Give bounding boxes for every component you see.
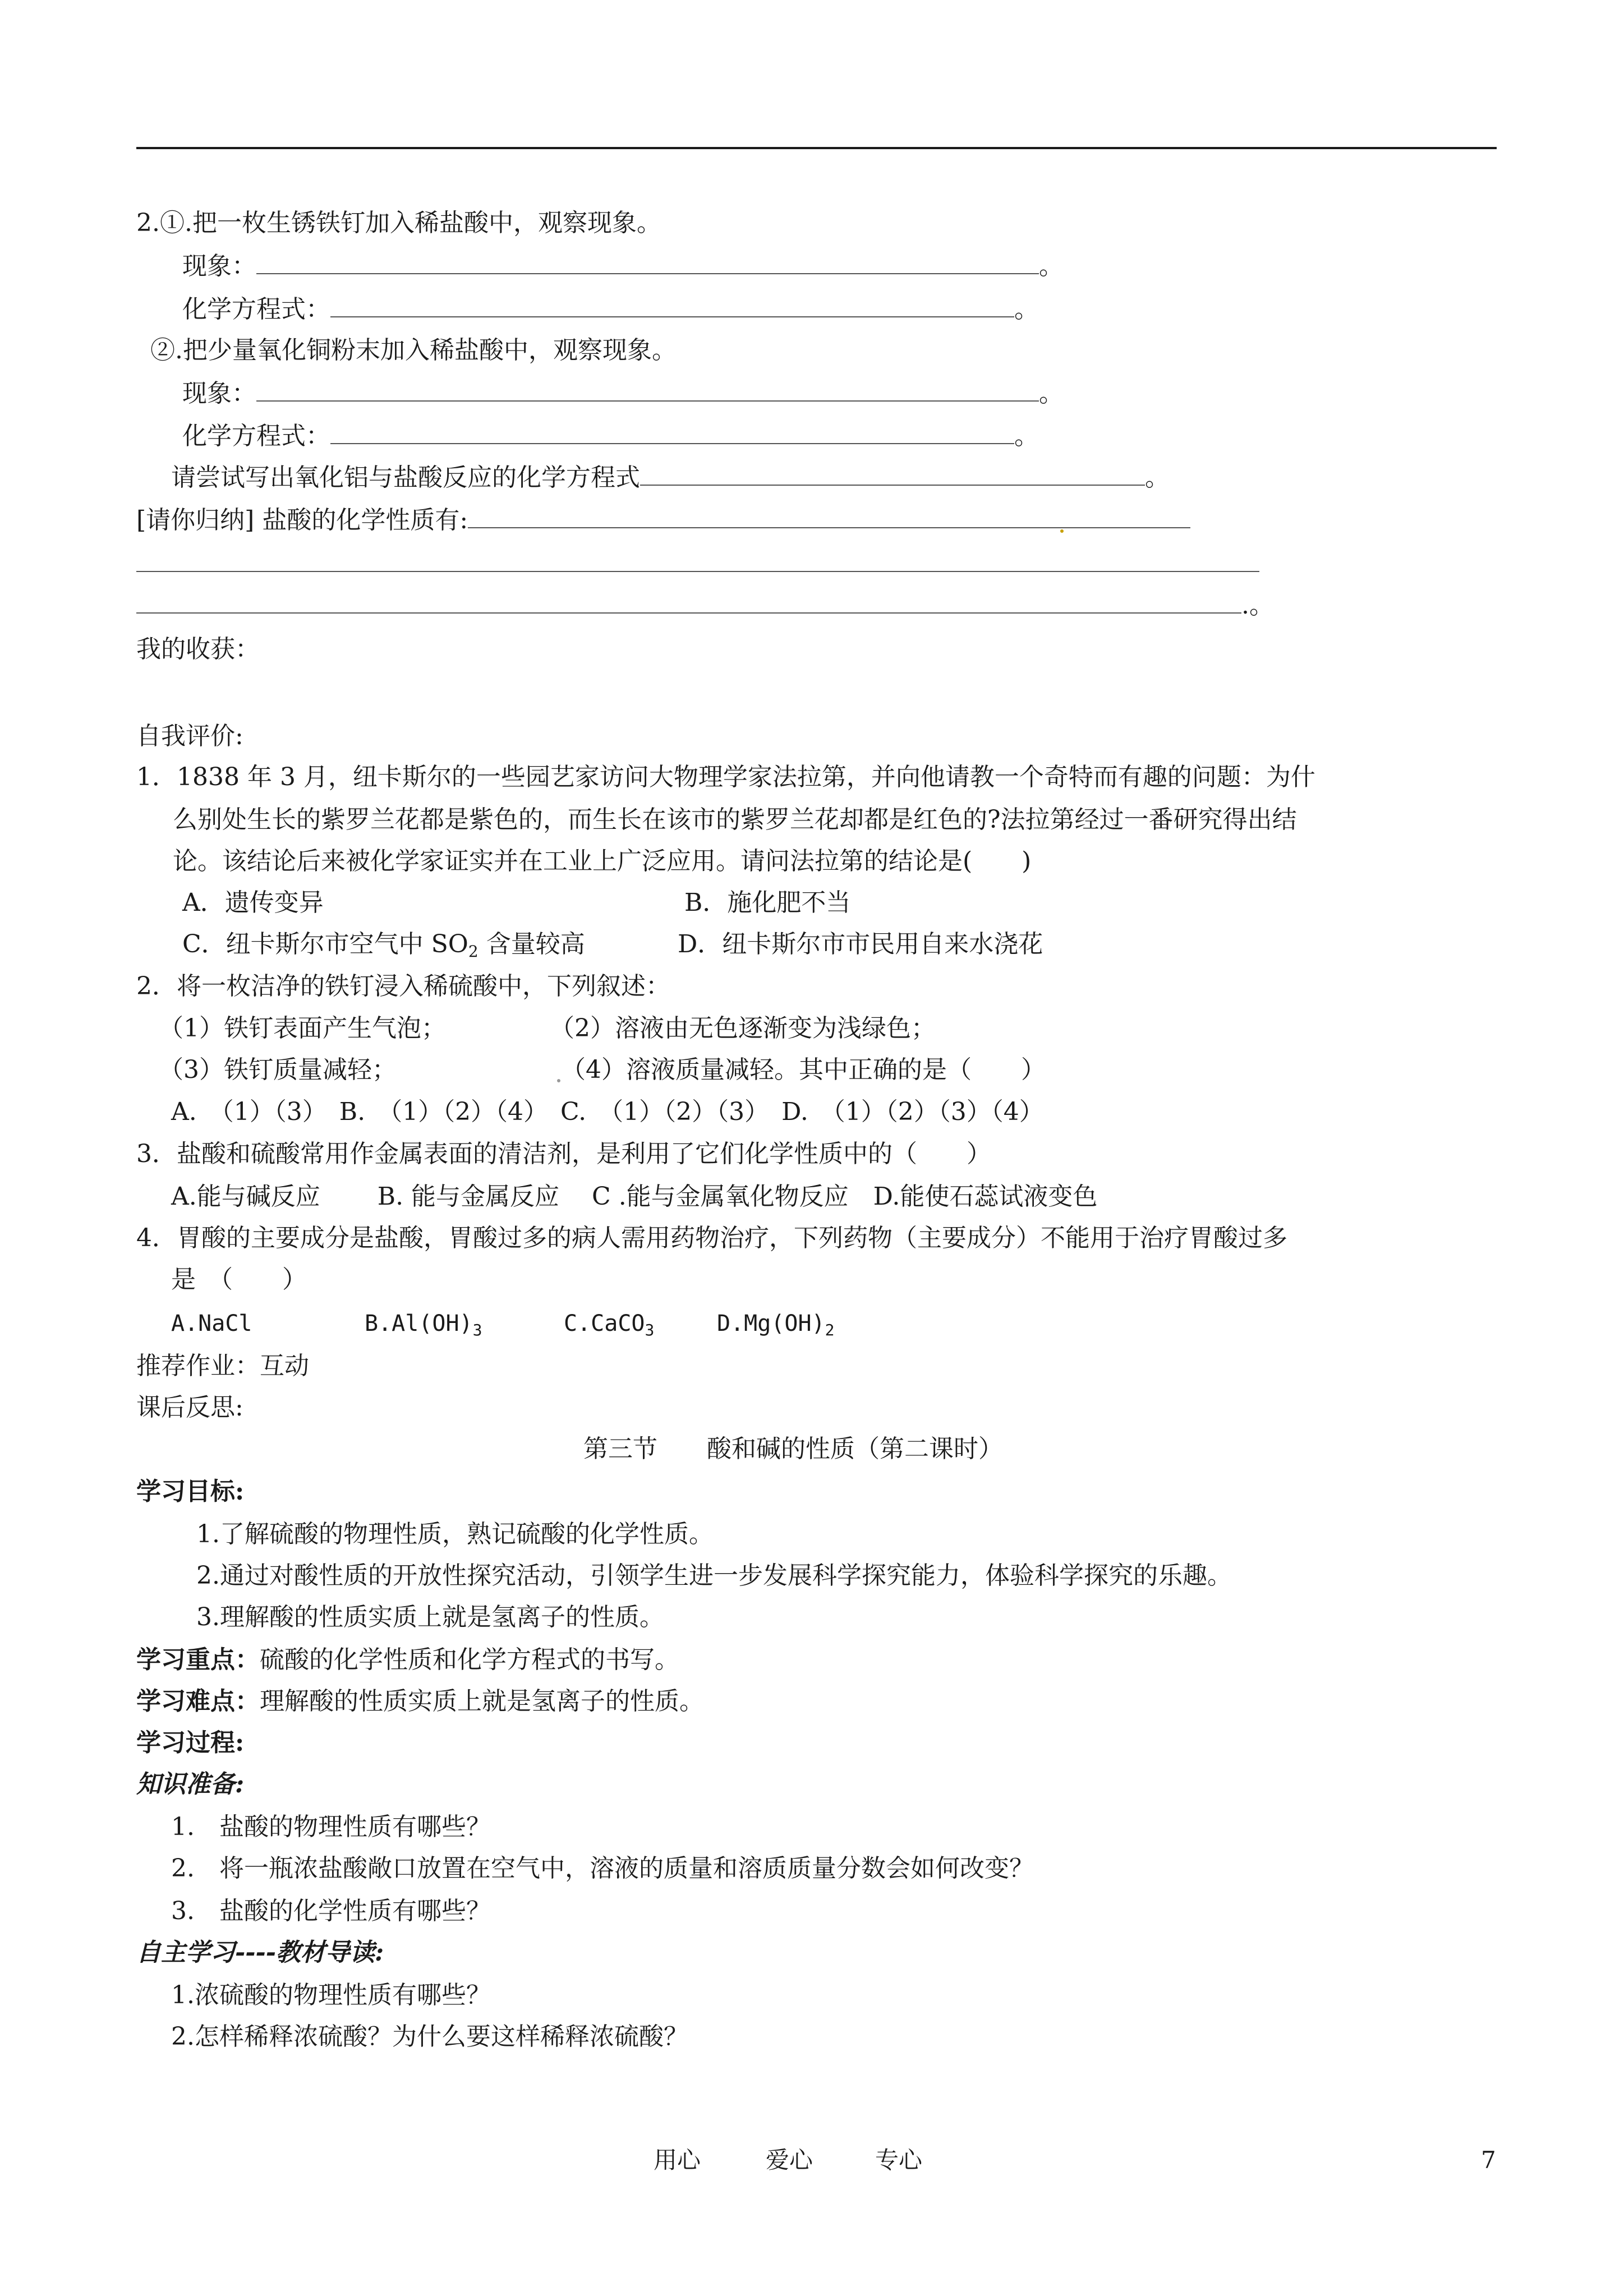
alumina-equation	[171, 462, 1170, 494]
key-point-text: 硫酸的化学性质和化学方程式的书写。	[260, 1645, 679, 1674]
section-title: 第三节 酸和碱的性质（第二课时）	[583, 1435, 1003, 1463]
answer-blank[interactable]	[256, 251, 1039, 274]
q4-option-c	[564, 1308, 654, 1346]
prep-item: 3. 盐酸的化学性质有哪些？	[171, 1897, 491, 1925]
homework: 推荐作业：互动	[136, 1352, 309, 1380]
q1-line-3: 论。该结论后来被化学家证实并在工业上广泛应用。请问法拉第的结论是( )	[173, 847, 1032, 875]
prep-item: 1. 盐酸的物理性质有哪些？	[171, 1813, 491, 1841]
q4-option-d	[717, 1308, 835, 1346]
q2-statement-1: （1）铁钉表面产生气泡；	[159, 1014, 446, 1043]
stray-mark	[1060, 529, 1064, 533]
q4-line-1: 4．胃酸的主要成分是盐酸，胃酸过多的病人需用药物治疗，下列药物（主要成分）不能用于治疗胃酸过多	[136, 1224, 1287, 1252]
footer-motto-3: 专心	[875, 2146, 923, 2174]
reflection: 课后反思:	[136, 1393, 243, 1422]
summary-end	[136, 590, 1274, 621]
page-number: 7	[1481, 2146, 1496, 2174]
q2-statement-2: （2）溶液由无色逐渐变为浅绿色；	[550, 1014, 936, 1043]
q2-statement-3: （3）铁钉质量减轻；	[159, 1055, 397, 1084]
answer-blank[interactable]	[136, 548, 1259, 572]
q1-line-2: 么别处生长的紫罗兰花都是紫色的，而生长在该市的紫罗兰花却都是红色的?法拉第经过一番研究得出结	[173, 805, 1297, 834]
q4-line-2: 是 （ ）	[171, 1265, 307, 1294]
period: 。	[1014, 422, 1039, 450]
answer-blank[interactable]	[136, 590, 1241, 614]
q4-option-b	[365, 1308, 482, 1346]
q1-line-1: 1．1838 年 3 月，纽卡斯尔的一些园艺家访问大物理学家法拉第，并向他请教一个奇特而有趣的问题：为什	[136, 763, 1315, 791]
difficulty	[136, 1686, 704, 1717]
q4-option-a: A.NaCl	[171, 1311, 252, 1336]
q1-option-c	[182, 929, 585, 967]
equation-label: 化学方程式：	[182, 295, 330, 324]
goal-item: 1.了解硫酸的物理性质，熟记硫酸的化学性质。	[196, 1520, 714, 1548]
equation-label: 化学方程式：	[182, 422, 330, 450]
goals-label: 学习目标:	[136, 1477, 245, 1506]
summary-label: [请你归纳] 盐酸的化学性质有:	[136, 506, 468, 534]
q2-sub2: ②.把少量氧化铜粉末加入稀盐酸中，观察现象。	[150, 336, 677, 365]
q2-eval-line-1: 2．将一枚洁净的铁钉浸入稀硫酸中，下列叙述：	[136, 972, 670, 1001]
q4-option-b-text: B.Al(OH)	[365, 1311, 473, 1336]
prep-item: 2. 将一瓶浓盐酸敞口放置在空气中，溶液的质量和溶质质量分数会如何改变？	[171, 1854, 1034, 1883]
q2-phenomenon-1	[182, 251, 1064, 282]
q2-heading: 2.①.把一枚生锈铁钉加入稀盐酸中，观察现象。	[136, 209, 661, 237]
phenomenon-label: 现象：	[182, 379, 256, 408]
subscript: 3	[472, 1321, 482, 1339]
answer-blank[interactable]	[330, 294, 1014, 317]
self-study-item: 2.怎样稀释浓硫酸？为什么要这样稀释浓硫酸？	[171, 2022, 688, 2051]
stray-mark	[557, 1079, 560, 1082]
key-point	[136, 1644, 679, 1676]
footer-motto-1: 用心	[654, 2146, 701, 2174]
footer-motto-2: 爱心	[766, 2146, 813, 2174]
summary-line	[136, 505, 1190, 536]
process-label: 学习过程:	[136, 1728, 245, 1757]
q1-option-d: D．纽卡斯尔市市民用自来水浇花	[678, 930, 1043, 958]
subscript: 2	[468, 942, 479, 961]
end-mark: .。	[1241, 591, 1274, 620]
self-study-item: 1.浓硫酸的物理性质有哪些？	[171, 1981, 491, 2009]
answer-blank[interactable]	[256, 378, 1039, 402]
q3-line-1: 3．盐酸和硫酸常用作金属表面的清洁剂，是利用了它们化学性质中的（ ）	[136, 1140, 991, 1168]
period: 。	[1039, 252, 1064, 280]
q2-statement-4: （4）溶液质量减轻。其中正确的是（ ）	[561, 1055, 1046, 1084]
q2-options: A. （1）（3） B. （1）（2）（4） C. （1）（2）（3） D. （1）（2）（3）（4）	[171, 1098, 1044, 1126]
difficulty-text: 理解酸的性质实质上就是氢离子的性质。	[260, 1687, 704, 1716]
phenomenon-label: 现象：	[182, 252, 256, 280]
subscript: 2	[825, 1321, 835, 1339]
header-rule	[136, 147, 1497, 149]
q4-option-d-text: D.Mg(OH)	[717, 1311, 825, 1336]
q1-option-c-tail: 含量较高	[478, 930, 585, 958]
q2-equation-2	[182, 421, 1039, 452]
goal-item: 2.通过对酸性质的开放性探究活动，引领学生进一步发展科学探究能力，体验科学探究的乐趣。	[196, 1561, 1232, 1590]
q3-options: A.能与碱反应 B. 能与金属反应 C .能与金属氧化物反应 D.能使石蕊试液变色	[171, 1182, 1098, 1211]
period: 。	[1039, 379, 1064, 408]
goal-item: 3.理解酸的性质实质上就是氢离子的性质。	[196, 1603, 664, 1631]
gain-label: 我的收获：	[136, 635, 260, 663]
alumina-prompt: 请尝试写出氧化铝与盐酸反应的化学方程式	[171, 463, 640, 492]
period: 。	[1014, 295, 1039, 324]
key-point-label: 学习重点：	[136, 1645, 260, 1674]
period: 。	[1145, 463, 1170, 492]
answer-blank[interactable]	[640, 462, 1145, 486]
answer-blank[interactable]	[330, 421, 1014, 444]
self-study-label: 自主学习----教材导读:	[136, 1938, 384, 1967]
subscript: 3	[645, 1321, 655, 1339]
answer-blank[interactable]	[468, 505, 1190, 528]
q1-option-a: A．遗传变异	[182, 888, 324, 917]
q2-equation-1	[182, 294, 1039, 325]
q1-option-b: B．施化肥不当	[684, 888, 851, 917]
prep-label: 知识准备:	[136, 1770, 245, 1799]
difficulty-label: 学习难点：	[136, 1687, 260, 1716]
q1-option-c-text: C．纽卡斯尔市空气中 SO	[182, 930, 468, 958]
self-eval-title: 自我评价:	[136, 722, 243, 750]
q2-phenomenon-2	[182, 378, 1064, 409]
q4-option-c-text: C.CaCO	[564, 1311, 645, 1336]
